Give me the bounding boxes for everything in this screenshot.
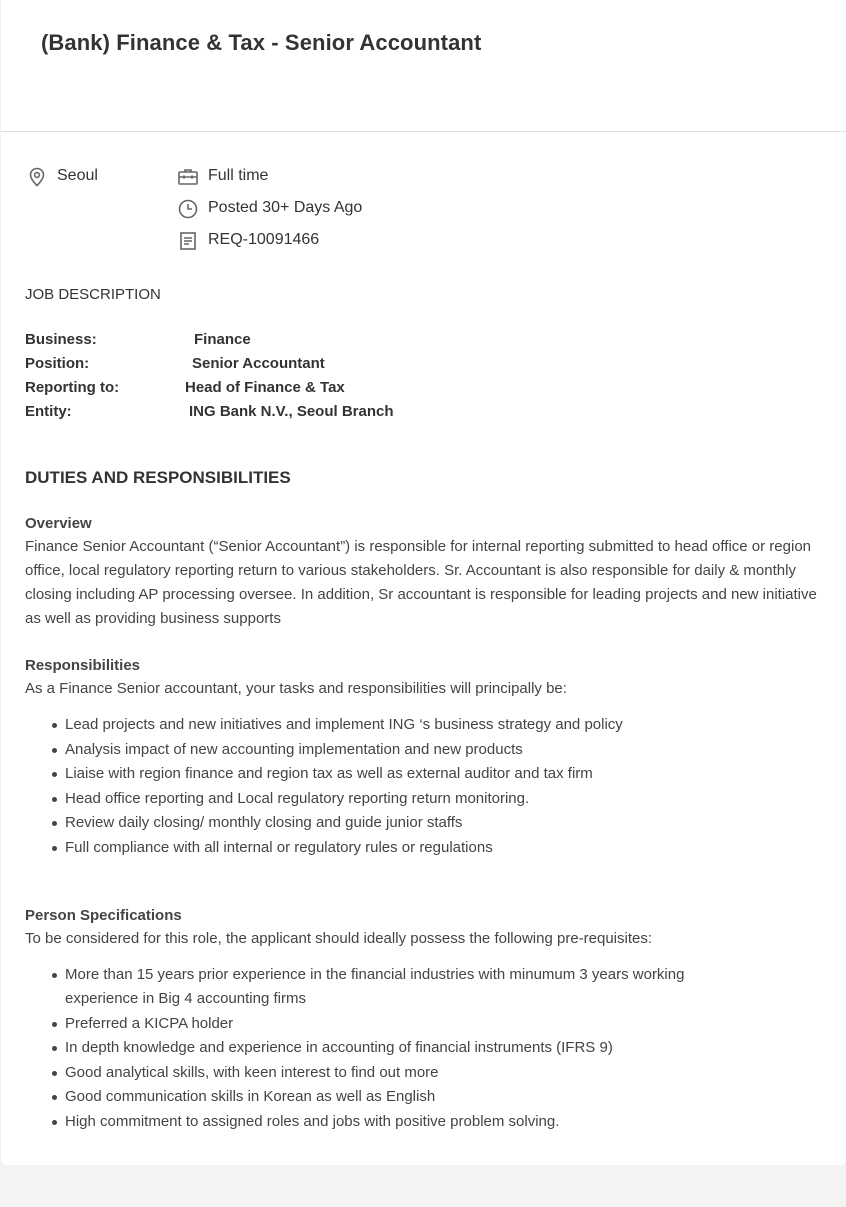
list-item: Full compliance with all internal or regulatory rules or regulations [25, 836, 785, 860]
field-value: Finance [194, 331, 251, 348]
list-item: Liaise with region finance and region tax as well as external auditor and tax firm [25, 762, 785, 786]
briefcase-icon [176, 165, 200, 189]
req-id-text: REQ-10091466 [208, 231, 320, 248]
list-item: More than 15 years prior experience in the financial industries with minumum 3 years working experience in Big 4 accounting firms [25, 963, 755, 1011]
duties-heading: DUTIES AND RESPONSIBILITIES [25, 468, 291, 487]
clock-icon [176, 197, 200, 221]
field-label: Business: [25, 331, 97, 348]
person-spec-label: Person Specifications [25, 907, 182, 924]
header-divider [1, 131, 846, 132]
field-label: Position: [25, 355, 90, 372]
job-card [1, 0, 846, 1165]
person-spec-list [25, 963, 755, 1134]
field-value: Senior Accountant [192, 355, 325, 372]
field-label: Entity: [25, 403, 72, 420]
list-item: Good communication skills in Korean as well as English [25, 1085, 755, 1109]
responsibilities-list [25, 713, 785, 860]
list-item: In depth knowledge and experience in accounting of financial instruments (IFRS 9) [25, 1036, 755, 1060]
responsibilities-label: Responsibilities [25, 657, 141, 674]
field-value: ING Bank N.V., Seoul Branch [189, 403, 394, 420]
document-icon [176, 229, 200, 253]
list-item: Preferred a KICPA holder [25, 1012, 755, 1036]
list-item: Lead projects and new initiatives and implement ING ‘s business strategy and policy [25, 713, 785, 737]
responsibilities-intro: As a Finance Senior accountant, your tasks and responsibilities will principally be: [25, 680, 567, 697]
location-pin-icon [25, 165, 49, 189]
list-item: High commitment to assigned roles and jobs with positive problem solving. [25, 1110, 755, 1134]
list-item: Review daily closing/ monthly closing and guide junior staffs [25, 811, 785, 835]
job-type-text: Full time [208, 167, 269, 184]
job-title: (Bank) Finance & Tax - Senior Accountant [41, 30, 482, 55]
location-text: Seoul [57, 167, 98, 184]
list-item: Head office reporting and Local regulatory reporting return monitoring. [25, 787, 785, 811]
field-label: Reporting to: [25, 379, 120, 396]
list-item: Analysis impact of new accounting implementation and new products [25, 738, 785, 762]
overview-label: Overview [25, 515, 92, 532]
person-spec-intro: To be considered for this role, the applicant should ideally possess the following pre-requisites: [25, 930, 653, 947]
field-value: Head of Finance & Tax [185, 379, 345, 396]
job-description-heading: JOB DESCRIPTION [25, 286, 161, 303]
list-item: Good analytical skills, with keen interest to find out more [25, 1061, 755, 1085]
overview-text: Finance Senior Accountant (“Senior Accountant”) is responsible for internal reporting submitted to head office or region office, local regulatory reporting return to various stakeholders. Sr. Accountant is also responsible for daily & monthly closing including AP processing oversee. In addition, Sr accountant is responsible for leading projects and new initiative as well as providing business supports [25, 538, 817, 627]
posted-text: Posted 30+ Days Ago [208, 199, 363, 216]
